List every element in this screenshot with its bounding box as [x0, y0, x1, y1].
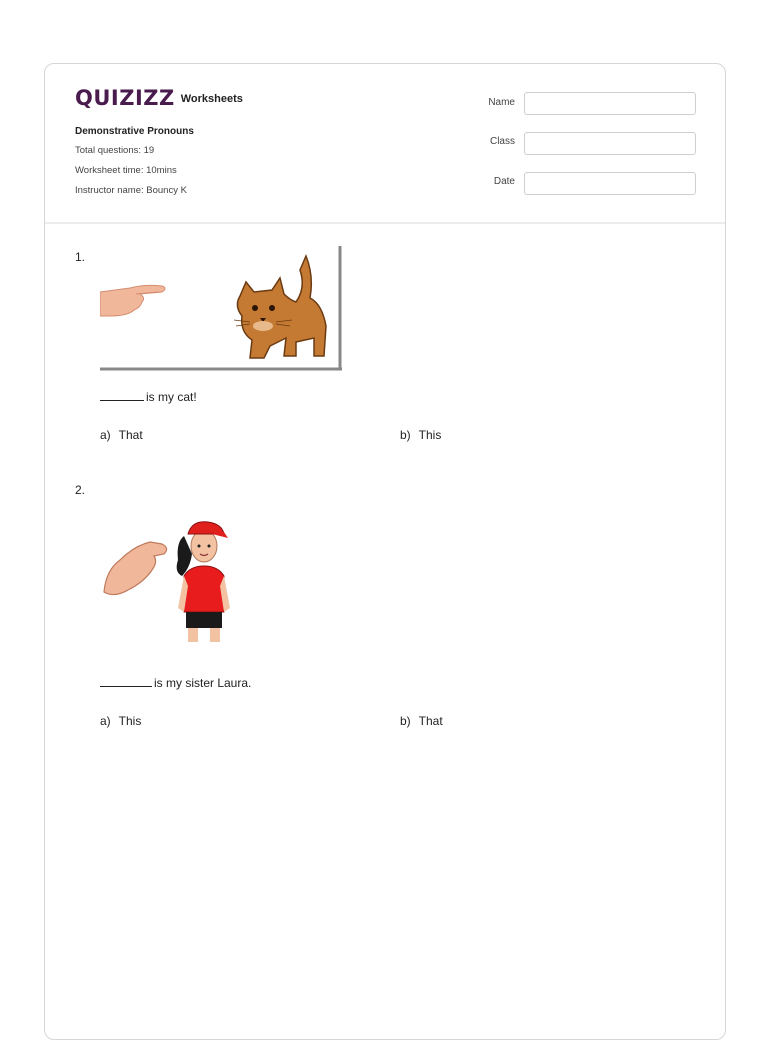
brand [75, 86, 243, 110]
worksheet-card [44, 63, 726, 1040]
question-2-number: 2. [75, 483, 86, 497]
question-2-option-b[interactable]: b) That [400, 714, 443, 728]
date-field[interactable] [524, 172, 696, 195]
question-1-option-b[interactable]: b) This [400, 428, 442, 442]
question-1-number: 1. [75, 250, 86, 264]
worksheet-header [45, 64, 725, 224]
question-1-text: is my cat! [100, 390, 197, 404]
question-1-image [100, 246, 342, 371]
worksheet-title: Demonstrative Pronouns [75, 126, 194, 137]
class-field[interactable] [524, 132, 696, 155]
class-label: Class [489, 136, 515, 147]
question-2-image [100, 482, 340, 654]
question-1-option-a[interactable]: a) That [100, 428, 143, 442]
answer-blank [100, 685, 152, 687]
total-questions: Total questions: 19 [75, 145, 155, 156]
name-label: Name [488, 97, 515, 108]
date-label: Date [493, 176, 515, 187]
quizizz-logo: QUIZIZZ [75, 86, 175, 110]
brand-subtitle: Worksheets [180, 93, 243, 105]
answer-blank [100, 399, 144, 401]
worksheet-time: Worksheet time: 10mins [75, 165, 177, 176]
question-2-option-a[interactable]: a) This [100, 714, 142, 728]
instructor-name: Instructor name: Bouncy K [75, 185, 187, 196]
question-2-text: is my sister Laura. [100, 676, 251, 690]
name-field[interactable] [524, 92, 696, 115]
